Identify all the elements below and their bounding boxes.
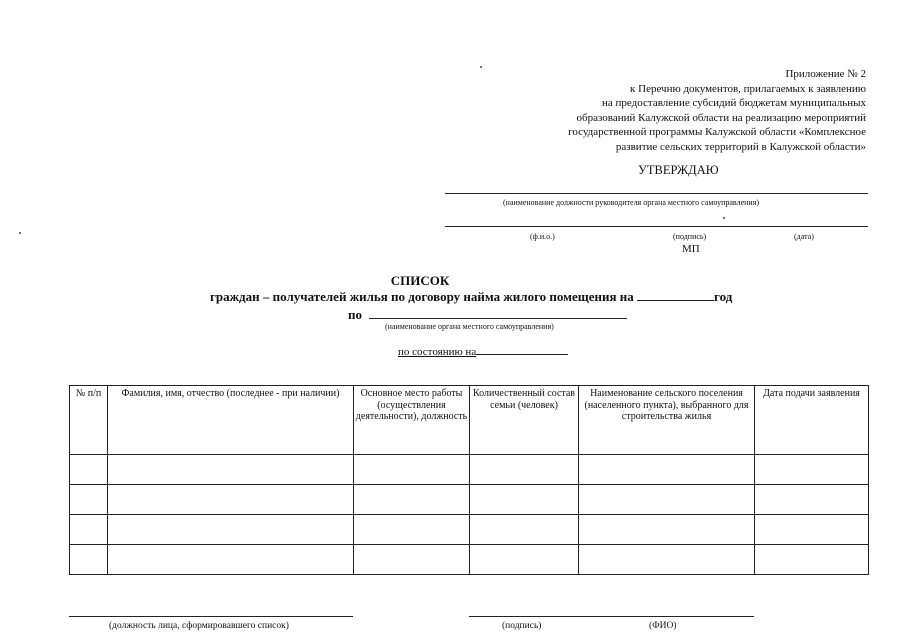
table-cell bbox=[579, 515, 755, 545]
appendix-line: государственной программы Калужской области «Комплексное bbox=[568, 126, 866, 138]
approver-position-caption: (наименование должности руководителя органа местного самоуправления) bbox=[503, 198, 760, 207]
table-header-row bbox=[70, 386, 869, 455]
table-cell bbox=[70, 545, 108, 575]
table-cell bbox=[354, 455, 470, 485]
table-cell bbox=[354, 515, 470, 545]
table-row bbox=[70, 485, 869, 515]
column-header-workplace: Основное место работы (осуществления деятельности), должность bbox=[354, 386, 470, 455]
table-cell bbox=[470, 455, 579, 485]
table-row bbox=[70, 545, 869, 575]
appendix-note bbox=[506, 67, 866, 154]
subtitle-year-word: год bbox=[714, 289, 733, 304]
table-cell bbox=[470, 515, 579, 545]
compiler-position-caption: (должность лица, сформировавшего список) bbox=[109, 621, 289, 631]
table-cell bbox=[354, 485, 470, 515]
table-cell bbox=[579, 485, 755, 515]
compiler-fio-caption: (ФИО) bbox=[649, 621, 677, 631]
approver-fio-caption: (ф.и.о.) bbox=[530, 232, 555, 241]
table-cell bbox=[70, 485, 108, 515]
appendix-line: к Перечню документов, прилагаемых к заявлению bbox=[630, 82, 866, 95]
table-cell bbox=[70, 455, 108, 485]
compiler-signature-caption: (подпись) bbox=[502, 621, 542, 631]
appendix-line: развитие сельских территорий в Калужской области» bbox=[615, 140, 866, 153]
approver-fio-line bbox=[445, 226, 868, 227]
table-cell bbox=[755, 515, 869, 545]
table-cell bbox=[755, 455, 869, 485]
document-subtitle bbox=[210, 289, 732, 305]
document-title: СПИСОК bbox=[390, 273, 450, 288]
scan-speck bbox=[19, 232, 21, 234]
compiler-signature-line bbox=[469, 616, 754, 617]
table-cell bbox=[470, 545, 579, 575]
column-header-number: № п/п bbox=[70, 386, 108, 455]
table-cell bbox=[579, 455, 755, 485]
column-header-family-size: Количественный состав семьи (человек) bbox=[470, 386, 579, 455]
column-header-settlement: Наименование сельского поселения (населенного пункта), выбранного для строительства жилья bbox=[579, 386, 755, 455]
stamp-placeholder: МП bbox=[682, 243, 700, 255]
approver-signature-caption: (подпись) bbox=[673, 232, 707, 241]
as-of-date-label: по состоянию на bbox=[398, 346, 568, 358]
table-cell bbox=[470, 485, 579, 515]
table-cell bbox=[70, 515, 108, 545]
issuing-body-row bbox=[348, 307, 627, 323]
column-header-full-name: Фамилия, имя, отчество (последнее - при наличии) bbox=[108, 386, 354, 455]
appendix-line: на предоставление субсидий бюджетам муниципальных bbox=[601, 97, 866, 109]
table-cell bbox=[108, 545, 354, 575]
table-cell bbox=[108, 485, 354, 515]
column-header-application-date: Дата подачи заявления bbox=[755, 386, 869, 455]
approval-title: УТВЕРЖДАЮ bbox=[638, 163, 719, 177]
appendix-line: Приложение № 2 bbox=[785, 68, 866, 80]
table-cell bbox=[354, 545, 470, 575]
table-cell bbox=[108, 515, 354, 545]
table-cell bbox=[108, 455, 354, 485]
subtitle-text: граждан – получателей жилья по договору найма жилого помещения на bbox=[210, 289, 634, 304]
scan-speck bbox=[723, 217, 725, 219]
recipients-table bbox=[69, 385, 869, 575]
issuing-body-prefix: по bbox=[348, 307, 362, 322]
appendix-line: образований Калужской области на реализацию мероприятий bbox=[576, 111, 866, 124]
issuing-body-blank-line bbox=[369, 318, 627, 319]
table-cell bbox=[755, 545, 869, 575]
table-row bbox=[70, 455, 869, 485]
year-blank-line bbox=[637, 300, 714, 301]
table-row bbox=[70, 515, 869, 545]
scan-speck bbox=[480, 66, 482, 68]
table-cell bbox=[755, 485, 869, 515]
compiler-position-line bbox=[69, 616, 353, 617]
approver-date-caption: (дата) bbox=[794, 232, 814, 241]
approver-position-line bbox=[445, 193, 868, 194]
issuing-body-caption: (наименование органа местного самоуправления) bbox=[385, 322, 554, 331]
as-of-date-blank-line bbox=[476, 354, 568, 355]
table-cell bbox=[579, 545, 755, 575]
